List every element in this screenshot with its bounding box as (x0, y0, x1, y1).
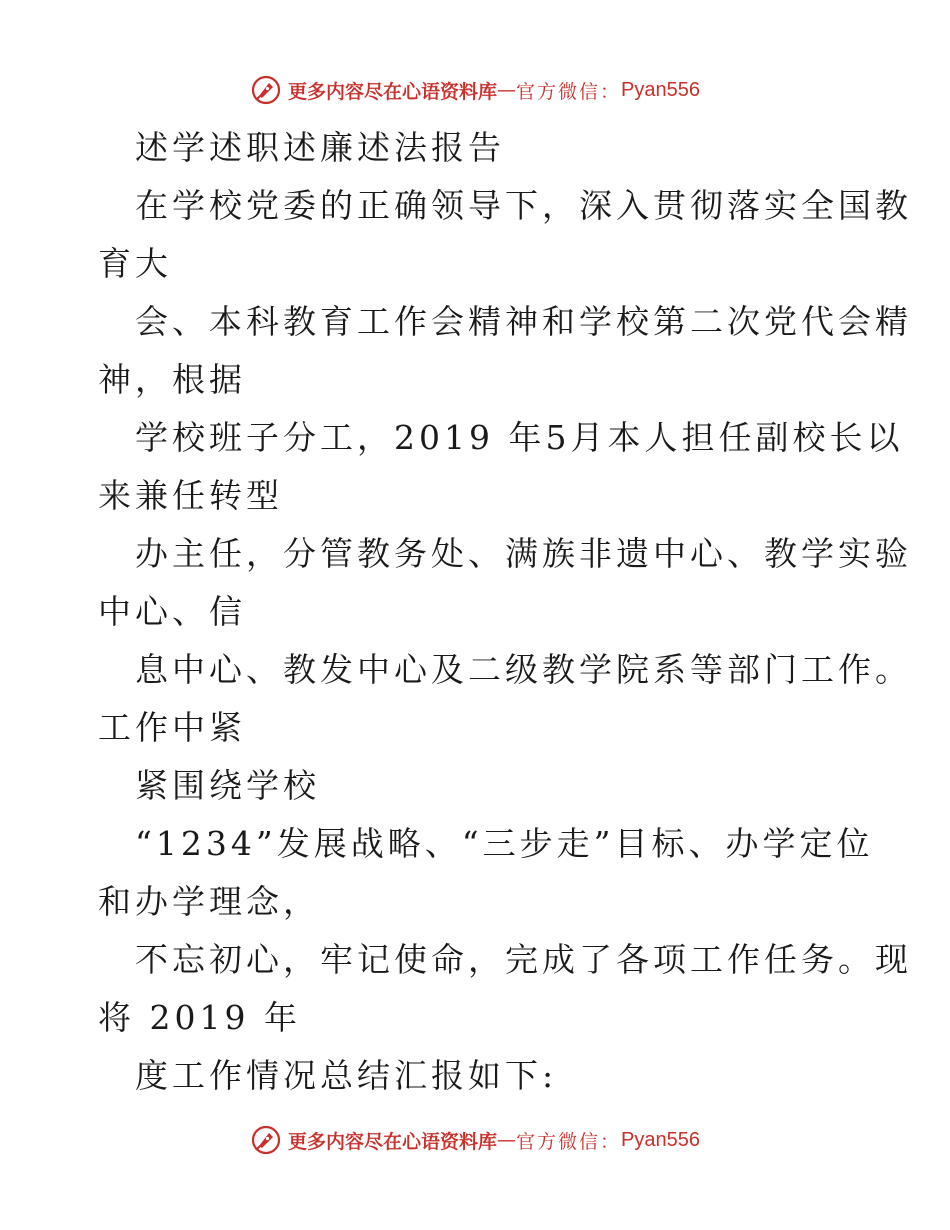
paragraph-line: 在学校党委的正确领导下，深入贯彻落实全国教 (135, 186, 912, 225)
paragraph-line: 不忘初心，牢记使命，完成了各项工作任务。现 (135, 940, 912, 979)
banner-wechat-id: Pyan556 (621, 1128, 700, 1151)
footer-banner[interactable] (0, 1122, 950, 1158)
paragraph-line: 学校班子分工，2019 年5月本人担任副校长以 (135, 418, 904, 457)
paragraph-line: 育大 (98, 244, 172, 283)
header-banner[interactable] (0, 72, 950, 108)
pen-nib-logo-icon (250, 74, 282, 106)
banner-separator: — (497, 79, 517, 101)
paragraph-line: “1234”发展战略、“三步走”目标、办学定位 (135, 824, 874, 863)
paragraph-line: 来兼任转型 (98, 476, 283, 515)
pen-nib-logo-icon (250, 1124, 282, 1156)
banner-site-text: 更多内容尽在心语资料库 (288, 80, 498, 103)
paragraph-line: 度工作情况总结汇报如下: (135, 1056, 558, 1095)
banner-separator: — (497, 1129, 517, 1151)
banner-wechat-label: 官方微信： (516, 80, 622, 103)
banner-site-text: 更多内容尽在心语资料库 (288, 1130, 498, 1153)
paragraph-line: 紧围绕学校 (135, 766, 320, 805)
paragraph-line: 神，根据 (98, 360, 246, 399)
banner-wechat-id: Pyan556 (621, 78, 700, 101)
paragraph-line: 办主任，分管教务处、满族非遗中心、教学实验 (135, 534, 912, 573)
paragraph-line: 和办学理念， (98, 882, 320, 921)
paragraph-line: 将 2019 年 (98, 998, 301, 1037)
paragraph-line: 息中心、教发中心及二级教学院系等部门工作。 (135, 650, 912, 689)
banner-wechat-label: 官方微信： (516, 1130, 622, 1153)
paragraph-line: 中心、信 (98, 592, 246, 631)
paragraph-line: 会、本科教育工作会精神和学校第二次党代会精 (135, 302, 912, 341)
paragraph-line: 工作中紧 (98, 708, 246, 747)
document-title: 述学述职述廉述法报告 (135, 128, 505, 167)
